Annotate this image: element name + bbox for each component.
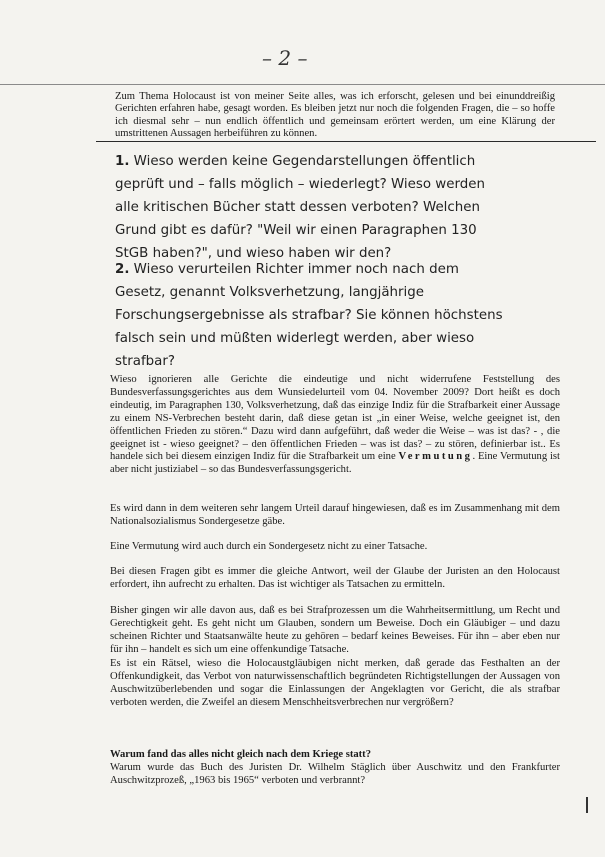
question-2-text: Wieso verurteilen Richter immer noch nach dem Gesetz, genannt Volksverhetzung, langjährige Forschungsergebnisse als strafbar? Sie können höchstens falsch sein und müßten widerlegt werden, aber wieso strafbar? [115, 262, 503, 369]
top-divider [0, 84, 605, 85]
paragraph-vermutung: Eine Vermutung wird auch durch ein Sondergesetz nicht zu einer Tatsache. [110, 541, 428, 552]
final-heading: Warum fand das alles nicht gleich nach dem Kriege statt? [110, 749, 372, 760]
margin-mark [586, 797, 588, 813]
paragraph-wunsiedel [110, 374, 560, 477]
question-1-number: 1. [115, 154, 130, 169]
paragraph-strafprozesse: Bisher gingen wir alle davon aus, daß es bei Strafprozessen um die Wahrheitsermittlung, um Recht und Gerechtigkeit geht. Es geht nicht um Glauben, sondern um Beweise. Doch ein Gläubiger – und dazu scheinen Richter und Staatsanwälte heute zu gehören – bedarf keines Beweises. Für ihn – aber eben nur für ihn – handelt es sich um eine offenkundige Tatsache. [110, 605, 560, 655]
paragraph-final [110, 749, 560, 788]
paragraph-glaube: Bei diesen Fragen gibt es immer die gleiche Antwort, weil der Glaube der Juristen an den Holocaust erfordert, ihn aufrecht zu erhalten. Das ist wichtiger als Tatsachen zu ermitteln. [110, 566, 560, 590]
vermutung-emphasis: Vermutung [398, 451, 473, 463]
question-1-text: Wieso werden keine Gegendarstellungen öffentlich geprüft und – falls möglich – wiederlegt? Wieso werden alle kritischen Bücher statt dessen verboten? Welchen Grund gibt es dafür? "Weil wir einen Paragraphen 130 StGB haben?", und wieso haben wir den? [115, 154, 485, 261]
question-2 [115, 258, 510, 373]
final-question: Warum wurde das Buch des Juristen Dr. Wilhelm Stäglich über Auschwitz und den Frankfurter Auschwitzprozeß, „1963 bis 1965“ verboten und verbrannt? [110, 761, 560, 786]
paragraph-raetsel: Es ist ein Rätsel, wieso die Holocaustgläubigen nicht merken, daß gerade das Festhalten an der Offenkundigkeit, das Verbot von naturwissenschaftlich begründeten Richtigstellungen der Aussagen von Auschwitzüberlebenden und sogar die Einlassungen der Angeklagten vor Gericht, die als strafbar verboten werden, die Zweifel an diesem Menschheitsverbrechen nur vergrößern? [110, 658, 560, 708]
intro-underline [96, 141, 596, 142]
paragraph-sondergesetze: Es wird dann in dem weiteren sehr langem Urteil darauf hingewiesen, daß es im Zusammenhang mit dem Nationalsozialismus Sondergesetze gäbe. [110, 503, 560, 527]
intro-paragraph: Zum Thema Holocaust ist von meiner Seite alles, was ich erforscht, gelesen und bei einunddreißig Gerichten erfahren habe, gesagt worden. Es bleiben jetzt nur noch die folgenden Fragen, die – so hoffe ich diesmal sehr – nun endlich öffentlich und gemeinsam erörtert werden, um eine Klärung der umstrittenen Aussagen herbeiführen zu können. [115, 91, 555, 140]
page-number: – 2 – [262, 46, 308, 70]
paragraph-wunsiedel-part-a: Wieso ignorieren alle Gerichte die eindeutige und nicht widerrufene Feststellung des Bundesverfassungsgerichtes aus dem Wunsiedelurteil vom 04. November 2009? Dort heißt es doch eindeutig, im Paragraphen 130, Volksverhetzung, daß das einzige Indiz für die Strafbarkeit einer Aussage zu einem NS-Verbrechen besteht darin, daß diese getan ist „in einer Weise, welche geeignet ist, den öffentlichen Frieden zu stören.“ Dazu wird dann aufgeführt, daß weder die Weise – was ist das? - , die geeignet ist - wieso geeignet? – den öffentlichen Frieden – was ist das? – zu stören, definierbar ist.. Es handele sich bei diesem einzigen Indiz für die Strafbarkeit um eine [110, 374, 560, 463]
question-1 [115, 150, 510, 265]
paragraph-wunsiedel-part-b: . Eine Vermutung ist aber nicht justiziabel – so das Bundesverfassungsgericht. [110, 451, 560, 476]
question-2-number: 2. [115, 262, 130, 277]
